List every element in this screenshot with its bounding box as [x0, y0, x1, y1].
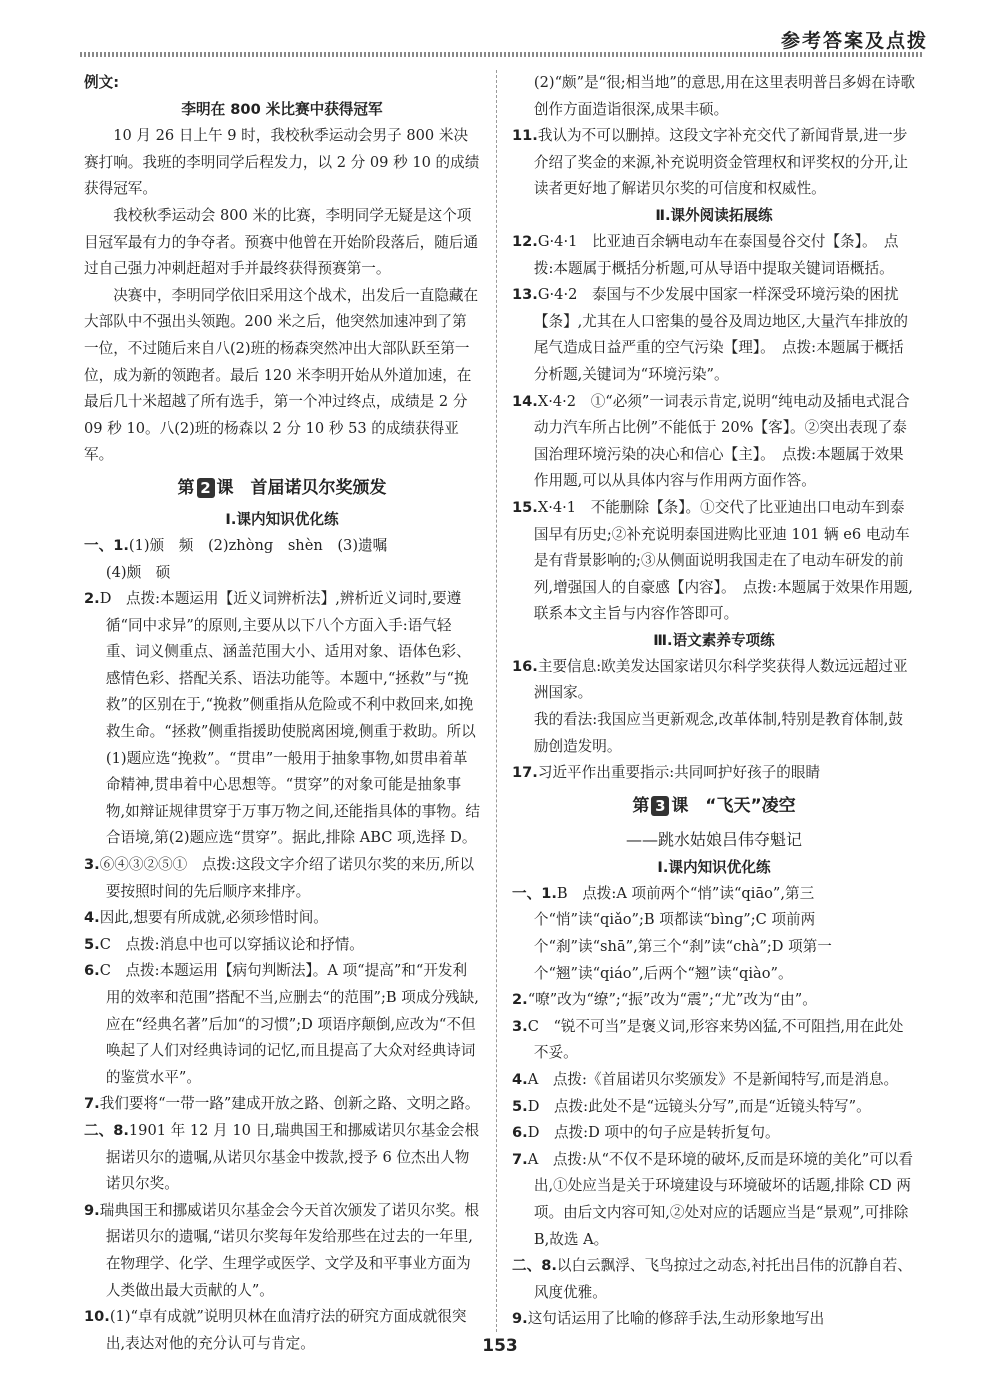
answer-text: (1)颁 频 (2)zhònɡ shèn (3)遗嘱 — [128, 536, 388, 554]
answer-item — [512, 987, 916, 1014]
answer-text: C 点拨:消息中也可以穿插议论和抒情。 — [99, 935, 364, 953]
answer-number: 11. — [512, 127, 538, 145]
answer-text: C 点拨:本题运用【病句判断法】。A 项“提高”和“开发利用的效率和范围”搭配不当,应删去“的范围”;B 项成分残缺,应在“经典名著”后加“的习惯”;D 项语序颠倒,应改为“不但唤起了人们对经典诗词的记忆,而且提高了大众对经典诗词的鉴赏水平”。 — [99, 962, 479, 1086]
answer-item — [512, 229, 916, 282]
answer-text: D 点拨:D 项中的句子应是转折复句。 — [527, 1124, 780, 1142]
lesson-3-subtitle: ——跳水姑娘吕伟夺魁记 — [625, 829, 802, 849]
lesson-number-badge: 2 — [197, 478, 215, 498]
answer-number: 6. — [512, 1124, 528, 1142]
answer-number: 10. — [84, 1308, 110, 1326]
answer-number: 5. — [84, 935, 100, 953]
answer-item — [84, 1118, 480, 1198]
answer-text: 主要信息:欧美发达国家诺贝尔科学奖获得人数远远超过亚洲国家。 — [533, 657, 908, 702]
answer-text: “嘹”改为“缭”;“振”改为“震”;“尤”改为“由”。 — [527, 991, 817, 1009]
answer-list — [84, 533, 480, 1357]
section-heading: Ⅱ.课外阅读拓展练 — [655, 206, 773, 224]
answer-item — [512, 1147, 916, 1253]
section-heading: Ⅰ.课内知识优化练 — [657, 858, 771, 876]
answer-item — [84, 852, 480, 905]
answer-number: 12. — [512, 232, 538, 250]
answer-item — [84, 1198, 480, 1304]
lesson-number-badge: 3 — [651, 796, 669, 816]
answer-text: X·4·1 不能删除【条】。①交代了比亚迪出口电动车到泰国早有历史;②补充说明泰国进购比亚迪 101 辆 e6 电动车是有背景影响的;③从侧面说明我国走在了电动车研发的前列,增强国人的自豪感【内容】。 点拨:本题属于效果作用题,联系本文主旨与内容作答即可。 — [533, 498, 913, 623]
example-label: 例文: — [84, 74, 120, 91]
section-heading: Ⅲ.语文素养专项练 — [653, 631, 775, 649]
answer-text: A 点拨:《首届诺贝尔奖颁发》不是新闻特写,而是消息。 — [527, 1071, 899, 1088]
answer-number: 二、8. — [512, 1257, 557, 1275]
lesson-name: 课 首届诺贝尔奖颁发 — [216, 477, 387, 498]
lesson-name: 课 “飞天”凌空 — [671, 795, 796, 816]
answer-number: 3. — [512, 1017, 528, 1035]
answer-text: 以白云飘浮、飞鸟掠过之动态,衬托出吕伟的沉静自若、风度优雅。 — [533, 1257, 912, 1301]
answer-list — [512, 654, 916, 787]
section-heading: Ⅰ.课内知识优化练 — [225, 510, 339, 528]
answer-text: 因此,想要有所成就,必须珍惜时间。 — [99, 909, 328, 927]
lesson-prefix: 第 — [632, 795, 650, 816]
answer-number: 二、8. — [84, 1121, 129, 1139]
answer-item — [512, 389, 916, 495]
answer-number: 9. — [512, 1310, 528, 1328]
answer-list — [512, 881, 916, 1333]
answer-number: 9. — [84, 1201, 100, 1219]
answer-number: 14. — [512, 392, 538, 410]
answer-continuation: (4)颇 硕 — [105, 563, 171, 581]
answer-text: (1)“卓有成就”说明贝林在血清疗法的研究方面成就很突出,表达对他的充分认可与肯定。 — [105, 1308, 467, 1352]
answer-text: D 点拨:本题运用【近义词辨析法】,辨析近义词时,要遵循“同中求异”的原则,主要从以下八个方面入手:语气轻重、词义侧重点、涵盖范围大小、适用对象、语体色彩、感情色彩、搭配关系、语法功能等。本题中,“拯救”与“挽救”的区别在于,“挽救”侧重指从危险或不利中救回来,如挽救生命。“拯救”侧重指援助使脱离困境,侧重于救助。所以(1)题应选“挽救”。“贯串”一般用于抽象事物,如贯串着革命精神,贯串着中心思想等。“贯穿”的对象可能是抽象事物,如辩证规律贯穿于万事万物之间,还能指具体的事物。结合语境,第(2)题应选“贯穿”。据此,排除 ABC 项,选择 D。 — [99, 590, 481, 847]
answer-item — [512, 1014, 916, 1067]
answer-text: A 点拨:从“不仅不是环境的破坏,反而是环境的美化”可以看出,①处应当是关于环境建设与环境破坏的话题,排除 CD 两项。由后文内容可知,②处对应的话题应当是“景观”,可排除 B,故选 A。 — [527, 1150, 913, 1248]
answer-item — [512, 1253, 916, 1306]
answer-text: X·4·2 ①“必须”一词表示肯定,说明“纯电动及插电式混合动力汽车所占比例”不能低于 20%【客】。②突出表现了泰国治理环境污染的决心和信心【主】。 点拨:本题属于效果作用题,可以从具体内容与作用两方面作答。 — [533, 392, 910, 490]
answer-number: 2. — [84, 590, 100, 608]
answer-item — [512, 495, 916, 628]
answer-text: G·4·1 比亚迪百余辆电动车在泰国曼谷交付【条】。 点拨:本题属于概括分析题,可从导语中提取关键词语概括。 — [533, 232, 899, 277]
answer-number: 16. — [512, 657, 538, 675]
answer-continuation: 我的看法:我国应当更新观念,改革体制,特别是教育体制,鼓励创造发明。 — [533, 711, 903, 755]
answer-text: D 点拨:此处不是“远镜头分写”,而是“近镜头特写”。 — [527, 1097, 871, 1115]
answer-list — [512, 229, 916, 628]
essay-paragraph: 10 月 26 日上午 9 时，我校秋季运动会男子 800 米决赛打响。我班的李明同学后程发力，以 2 分 09 秒 10 的成绩获得冠军。 — [84, 127, 480, 198]
answer-number: 一、1. — [512, 884, 557, 902]
page-number: 153 — [482, 1336, 518, 1356]
answer-list — [512, 70, 916, 203]
page-header-title: 参考答案及点拨 — [780, 30, 928, 52]
answer-item — [512, 1306, 916, 1333]
answer-text: (2)“颇”是“很;相当地”的意思,用在这里表明普吕多姆在诗歌创作方面造诣很深,成果丰硕。 — [533, 74, 916, 118]
answer-item — [512, 881, 916, 987]
answer-text: 我们要将“一带一路”建成开放之路、创新之路、文明之路。 — [99, 1095, 480, 1113]
essay-paragraph: 决赛中，李明同学依旧采用这个战术，出发后一直隐藏在大部队中不强出头领跑。200 米之后，他突然加速冲到了第一位，不过随后来自八(2)班的杨森突然冲出大部队跃至第一位，成为新的领跑者。最后 120 米李明开始从外道加速，在最后几十米超越了所有选手，第一个冲过终点，成绩是 2 分 09 秒 10。八(2)班的杨森以 2 分 10 秒 53 的成绩获得亚军。 — [84, 286, 479, 464]
answer-item — [512, 70, 916, 123]
answer-number: 7. — [512, 1150, 528, 1168]
answer-number: 15. — [512, 498, 538, 516]
answer-text: 这句话运用了比喻的修辞手法,生动形象地写出 — [527, 1310, 825, 1328]
answer-text: C “锐不可当”是褒义词,形容来势凶猛,不可阻挡,用在此处不妥。 — [527, 1017, 904, 1062]
answer-number: 17. — [512, 764, 538, 782]
answer-number: 4. — [512, 1071, 528, 1088]
answer-item — [512, 282, 916, 388]
example-essay — [84, 123, 480, 469]
answer-number: 4. — [84, 909, 100, 927]
answer-item — [84, 932, 480, 959]
answer-text: 我认为不可以删掉。这段文字补充交代了新闻背景,进一步介绍了奖金的来源,补充说明资金管理权和评奖权的分开,让读者更好地了解诺贝尔奖的可信度和权威性。 — [533, 127, 909, 198]
answer-item — [84, 905, 480, 932]
right-column — [512, 70, 916, 1333]
answer-text: 瑞典国王和挪威诺贝尔基金会今天首次颁发了诺贝尔奖。根据诺贝尔的遗嘱,“诺贝尔奖每年发给那些在过去的一年里,在物理学、化学、生理学或医学、文学及和平事业方面为人类做出最大贡献的人”。 — [99, 1201, 480, 1299]
answer-text: 习近平作出重要指示:共同呵护好孩子的眼睛 — [537, 764, 821, 782]
answer-text: 1901 年 12 月 10 日,瑞典国王和挪威诺贝尔基金会根据诺贝尔的遗嘱,从诺贝尔基金中拨款,授予 6 位杰出人物诺贝尔奖。 — [105, 1121, 480, 1193]
example-title: 李明在 800 米比赛中获得冠军 — [181, 100, 383, 118]
answer-item — [84, 533, 480, 560]
answer-item — [512, 1094, 916, 1121]
left-column — [84, 70, 480, 1357]
answer-item — [512, 760, 916, 787]
answer-item — [512, 1067, 916, 1094]
answer-item — [84, 958, 480, 1091]
answer-number: 一、1. — [84, 536, 129, 554]
answer-item — [84, 1091, 480, 1118]
lesson-3-title — [512, 789, 916, 823]
answer-number: 5. — [512, 1097, 528, 1115]
answer-item — [512, 123, 916, 203]
essay-paragraph: 我校秋季运动会 800 米的比赛，李明同学无疑是这个项目冠军最有力的争夺者。预赛中他曾在开始阶段落后，随后通过自己强力冲刺赶超对手并最终获得预赛第一。 — [84, 206, 479, 278]
answer-item — [512, 1120, 916, 1147]
answer-number: 2. — [512, 991, 528, 1009]
answer-item — [84, 586, 480, 852]
answer-number: 3. — [84, 856, 100, 874]
answer-number: 7. — [84, 1095, 100, 1113]
answer-text: ⑥④③②⑤① 点拨:这段文字介绍了诺贝尔奖的来历,所以要按照时间的先后顺序来排序。 — [99, 856, 475, 900]
answer-number: 13. — [512, 286, 538, 304]
header-divider — [80, 52, 922, 57]
column-divider — [496, 70, 497, 1332]
lesson-prefix: 第 — [177, 477, 195, 498]
answer-text: G·4·2 泰国与不少发展中国家一样深受环境污染的困扰【条】,尤其在人口密集的曼谷及周边地区,大量汽车排放的尾气造成日益严重的空气污染【理】。 点拨:本题属于概括分析题,关键词为“环境污染”。 — [533, 286, 909, 383]
lesson-2-title — [84, 471, 480, 505]
answer-text: B 点拨:A 项前两个“悄”读“qiāo”,第三个“悄”读“qiǎo”;B 项都读“bìnɡ”;C 项前两个“刹”读“shā”,第三个“刹”读“chà”;D 项第一个“翘”读“qiáo”,后两个“翘”读“qiào”。 — [533, 884, 832, 982]
answer-number: 6. — [84, 962, 100, 980]
answer-item — [512, 654, 916, 707]
